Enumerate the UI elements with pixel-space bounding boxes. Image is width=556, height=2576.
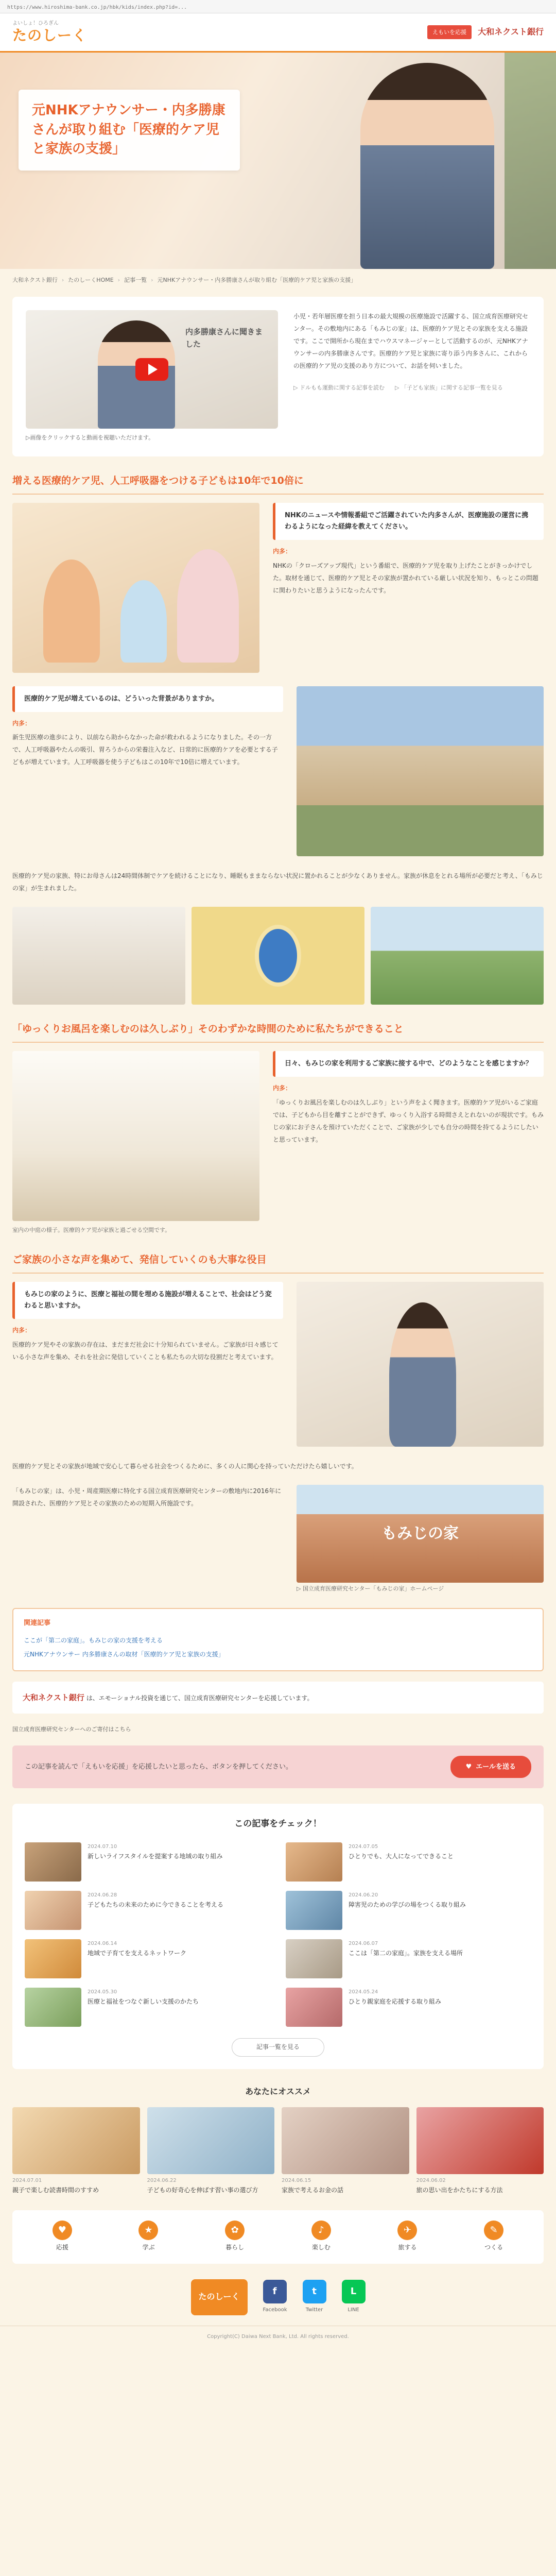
cheer-box <box>12 1745 544 1788</box>
twitter-icon: t <box>303 2280 326 2303</box>
answer-label: 内多： <box>12 719 31 727</box>
answer-text: NHKの「クローズアップ現代」という番組で、医療的ケア児を取り上げたことがきっかけでした。取材を通じて、医療的ケア児とその家族が置かれている厳しい状況を知り、もっとこの問題に関わりたいと思うようになったんです。 <box>273 562 538 594</box>
interview-photo <box>297 1282 544 1447</box>
article-thumbnail <box>286 1891 342 1930</box>
article-card[interactable] <box>286 1842 531 1882</box>
intro-section <box>12 297 544 456</box>
recommend-thumbnail <box>282 2107 409 2174</box>
logo-title: たのしーく <box>12 26 88 44</box>
interior-photo <box>12 907 185 1005</box>
header-right <box>427 25 544 40</box>
notice-bank-name: 大和ネクスト銀行 <box>23 1692 84 1702</box>
article-thumbnail <box>25 1891 81 1930</box>
copyright: Copyright(C) Daiwa Next Bank, Ltd. All rights reserved. <box>207 2333 349 2340</box>
category-link[interactable] <box>195 2221 274 2253</box>
share-label: Twitter <box>305 2307 323 2313</box>
article-card[interactable] <box>25 1891 270 1930</box>
article-info <box>349 1988 441 2027</box>
category-label: 学ぶ <box>142 2244 155 2251</box>
article-title: 地域で子育てを支えるネットワーク <box>88 1949 187 1957</box>
line-icon: L <box>342 2280 366 2303</box>
recommend-date: 2024.06.02 <box>416 2178 446 2184</box>
breadcrumb <box>0 269 556 292</box>
breadcrumb-separator: › <box>117 277 120 283</box>
site-header <box>0 13 556 53</box>
recommend-card[interactable] <box>12 2107 140 2195</box>
recommend-card[interactable] <box>282 2107 409 2195</box>
article-info <box>88 1988 199 2027</box>
cheer-button-label: エールを送る <box>476 1762 516 1771</box>
question-box: 医療的ケア児が増えているのは、どういった背景がありますか。 <box>12 686 283 712</box>
article-date: 2024.06.14 <box>88 1940 117 1946</box>
section3-qa <box>12 1282 283 1447</box>
photo-strip <box>12 907 544 1005</box>
section-heading: ご家族の小さな声を集めて、発信していくのも大事な役目 <box>12 1251 544 1274</box>
heart-icon: ♥ <box>53 2221 72 2240</box>
photo-caption: 室内の中庭の様子。医療的ケア児が家族と過ごせる空間です。 <box>12 1226 171 1233</box>
header-cta-button[interactable]: えもいを応援 <box>427 25 472 40</box>
section-heading: 「ゆっくりお風呂を楽しむのは久しぶり」そのわずかな時間のために私たちができること <box>12 1020 544 1043</box>
pencil-icon: ✎ <box>484 2221 503 2240</box>
article-date: 2024.05.30 <box>88 1989 117 1995</box>
category-label: 暮らし <box>225 2244 245 2251</box>
cheer-button[interactable] <box>450 1756 531 1778</box>
article-card[interactable] <box>25 1842 270 1882</box>
article-info <box>349 1842 454 1882</box>
breadcrumb-separator: › <box>61 277 64 283</box>
article-title: ひとりでも、大人になってできること <box>349 1852 454 1860</box>
article-info <box>349 1939 463 1978</box>
donation-info[interactable]: 国立成育医療研究センターへのご寄付はこちら <box>12 1725 131 1733</box>
article-card[interactable] <box>286 1988 531 2027</box>
recommend-title: あなたにオススメ <box>245 2086 311 2096</box>
article-info <box>88 1939 186 1978</box>
recommend-card[interactable] <box>416 2107 544 2195</box>
heart-icon: ♥ <box>465 1762 472 1771</box>
article-date: 2024.07.10 <box>88 1843 117 1850</box>
footer-logo[interactable]: たのしーく <box>191 2279 248 2315</box>
breadcrumb-separator: › <box>151 277 153 283</box>
children-photo <box>12 503 259 673</box>
category-link[interactable] <box>23 2221 102 2253</box>
recommend-thumbnail <box>416 2107 544 2174</box>
articles-grid <box>25 1842 531 2027</box>
related-articles <box>12 1608 544 1671</box>
share-line[interactable] <box>342 2280 366 2315</box>
profile-text: 「もみじの家」は、小児・周産期医療に特化する国立成育医療研究センターの敷地内に2016年に開設された、医療的ケア児とその家族のための短期入所施設です。 <box>12 1487 282 1507</box>
bank-logo[interactable]: 大和ネクスト銀行 <box>478 27 544 37</box>
category-label: つくる <box>484 2244 503 2251</box>
answer-label: 内多： <box>12 1327 31 1334</box>
music-icon: ♪ <box>311 2221 331 2240</box>
momiji-house-sign: もみじの家 <box>381 1524 459 1543</box>
recommend-date: 2024.06.22 <box>147 2178 177 2184</box>
related-link[interactable]: ここが「第二の家庭」。もみじの家の支援を考える <box>24 1636 163 1644</box>
breadcrumb-item[interactable]: 大和ネクスト銀行 <box>12 277 58 283</box>
share-label: Facebook <box>263 2307 287 2313</box>
article-thumbnail <box>25 1842 81 1882</box>
airplane-icon: ✈ <box>397 2221 417 2240</box>
category-label: 楽しむ <box>311 2244 331 2251</box>
answer-label: 内多： <box>273 547 292 555</box>
section2-qa <box>273 1051 544 1235</box>
photo-figure <box>177 549 239 663</box>
video-caption: ▷画像をクリックすると動画を視聴いただけます。 <box>26 434 154 441</box>
section-heading: 増える医療的ケア児、人工呼吸器をつける子どもは10年で10倍に <box>12 472 544 495</box>
article-info <box>349 1891 466 1930</box>
hero-plant-image <box>505 53 556 269</box>
article-thumbnail <box>25 1988 81 2027</box>
photo-figure <box>43 560 100 663</box>
recommend-title-text: 親子で楽しむ読書時間のすすめ <box>12 2187 99 2194</box>
section1-qa <box>273 503 544 673</box>
flower-icon: ✿ <box>225 2221 245 2240</box>
hero <box>0 53 556 269</box>
cheer-text: この記事を読んで「えもいを応援」を応援したいと思ったら、ボタンを押してください。 <box>25 1762 293 1771</box>
article-title: 医療と福祉をつなぐ新しい支援のかたち <box>88 1997 199 2005</box>
section3-row <box>12 1282 544 1447</box>
breadcrumb-item[interactable]: たのしーくHOME <box>68 277 114 283</box>
recommend-title-text: 家族で考えるお金の話 <box>282 2187 344 2194</box>
article-title: ひとり親家庭を応援する取り組み <box>349 1997 442 2005</box>
leaf-icon <box>255 925 301 987</box>
article-info <box>88 1842 223 1882</box>
address-bar[interactable]: https://www.hiroshima-bank.co.jp/hbk/kids/index.php?id=... <box>0 0 556 13</box>
recommend-date: 2024.07.01 <box>12 2178 42 2184</box>
intro-text <box>293 310 530 443</box>
article-thumbnail <box>286 1988 342 2027</box>
article-title: ここは「第二の家庭」。家族を支える場所 <box>349 1949 463 1957</box>
intro-links <box>293 382 530 394</box>
article-card[interactable] <box>25 1988 270 2027</box>
courtyard-photo <box>12 1051 259 1221</box>
share-label: LINE <box>348 2307 359 2313</box>
bank-notice <box>12 1682 544 1714</box>
article-date: 2024.06.28 <box>88 1892 117 1898</box>
article-date: 2024.06.07 <box>349 1940 378 1946</box>
article-info <box>88 1891 223 1930</box>
recommend-card[interactable] <box>147 2107 275 2195</box>
answer-text: 「ゆっくりお風呂を楽しむのは久しぶり」という声をよく聞きます。医療的ケア児がいるご家庭では、子どもから目を離すことができず、ゆっくり入浴する時間さえとれないのが現状です。もみじの家にお子さんを預けていただくことで、ご家族が少しでも自分の時間を持てるようにしたいと思っています。 <box>273 1098 544 1143</box>
article-title: 障害児のための学びの場をつくる取り組み <box>349 1901 466 1908</box>
related-list <box>24 1634 532 1662</box>
article-card[interactable] <box>25 1939 270 1978</box>
question-box: もみじの家のように、医療と福祉の間を埋める施設が増えることで、社会はどう変わると思いますか。 <box>12 1282 283 1319</box>
intro-paragraph: 小児・若年層医療を担う日本の最大規模の医療施設で活躍する、国立成育医療研究センター。その敷地内にある「もみじの家」は、医療的ケア児とその家族を支える施設です。ここで開所から現在までハウスマネージャーとして活動するのが、元NHKアナウンサーの内多勝康さんです。医療的ケア児と家族に寄り添う内多さんに、これからの医療的ケア児の支援のあり方について、お話を伺いました。 <box>293 312 529 369</box>
notice-text: は、エモーショナル投資を通じて、国立成育医療研究センターを応援しています。 <box>86 1694 314 1702</box>
category-link[interactable] <box>454 2221 533 2253</box>
share-row <box>12 2279 544 2315</box>
profile-photo-block <box>297 1485 544 1595</box>
articles-section <box>12 1804 544 2069</box>
recommend-section <box>12 2084 544 2195</box>
photo-figure <box>120 580 167 663</box>
breadcrumb-current: 元NHKアナウンサー・内多勝康さんが取り組む「医療的ケア児と家族の支援」 <box>157 277 357 283</box>
recommend-date: 2024.06.15 <box>282 2178 311 2184</box>
answer-text: 医療的ケア児やその家族の存在は、まだまだ社会に十分知られていません。ご家族が日々感じている小さな声を集め、それを社会に発信していくことも私たちの大切な役割だと考えています。 <box>12 1341 279 1361</box>
article-card[interactable] <box>286 1891 531 1930</box>
facebook-icon: f <box>263 2280 287 2303</box>
category-label: 旅する <box>398 2244 417 2251</box>
recommend-title-text: 旅の思い出をかたちにする方法 <box>416 2187 503 2194</box>
question-box: NHKのニュースや情報番組でご活躍されていた内多さんが、医療施設の運営に携わるようになった経緯を教えてください。 <box>273 503 544 540</box>
recommend-title-text: 子どもの好奇心を伸ばす習い事の選び方 <box>147 2187 258 2194</box>
video-thumbnail[interactable] <box>26 310 278 429</box>
answer-label: 内多： <box>273 1084 292 1092</box>
intro-link[interactable]: ▷ 「子ども家族」に関する記事一覧を見る <box>394 384 503 391</box>
question-box: 日々、もみじの家を利用するご家族に接する中で、どのようなことを感じますか？ <box>273 1051 544 1077</box>
share-twitter[interactable] <box>303 2280 326 2315</box>
article-title: 子どもたちの未来のために今できることを考える <box>88 1901 224 1908</box>
category-label: 応援 <box>56 2244 68 2251</box>
section1-qa-2 <box>12 686 283 856</box>
page-title: 元NHKアナウンサー・内多勝康さんが取り組む「医療的ケア児と家族の支援」 <box>32 103 225 157</box>
share-facebook[interactable] <box>263 2280 287 2315</box>
momiji-house-link[interactable]: ▷ 国立成育医療研究センター「もみじの家」ホームページ <box>297 1585 444 1592</box>
category-nav <box>12 2210 544 2264</box>
article-date: 2024.07.05 <box>349 1843 378 1850</box>
recommend-grid <box>12 2107 544 2195</box>
momiji-house-photo <box>297 1485 544 1583</box>
related-title: 関連記事 <box>24 1619 51 1628</box>
recommend-thumbnail <box>147 2107 275 2174</box>
building-photo <box>297 686 544 856</box>
profile-row <box>12 1485 544 1595</box>
category-link[interactable] <box>368 2221 447 2253</box>
articles-title: この記事をチェック！ <box>234 1819 322 1829</box>
section1-row-2 <box>12 686 544 856</box>
logo-subtitle: よいしょ！ひろぎん <box>12 20 59 26</box>
article-date: 2024.05.24 <box>349 1989 378 1995</box>
footer <box>0 2326 556 2346</box>
breadcrumb-item[interactable]: 記事一覧 <box>124 277 147 283</box>
section1-row-1 <box>12 503 544 673</box>
category-link[interactable] <box>109 2221 188 2253</box>
article-thumbnail <box>25 1939 81 1978</box>
article-date: 2024.06.20 <box>349 1892 378 1898</box>
section3-body: 医療的ケア児とその家族が地域で安心して暮らせる社会をつくるために、多くの人に関心を持っていただけたら嬉しいです。 <box>12 1462 358 1470</box>
garden-photo <box>371 907 544 1005</box>
hero-portrait <box>360 63 494 269</box>
photo-figure <box>389 1302 456 1447</box>
related-link[interactable]: 元NHKアナウンサー 内多勝康さんの取材「医療的ケア児と家族の支援」 <box>24 1651 224 1658</box>
courtyard-block <box>12 1051 259 1235</box>
site-logo[interactable] <box>12 21 87 44</box>
video-overlay-text: 内多勝康さんに聞きました <box>185 327 263 349</box>
star-icon: ★ <box>138 2221 158 2240</box>
article-card[interactable] <box>286 1939 531 1978</box>
logo-photo <box>192 907 364 1005</box>
article-thumbnail <box>286 1939 342 1978</box>
article-title: 新しいライフスタイルを提案する地域の取り組み <box>88 1852 223 1860</box>
section2-row <box>12 1051 544 1235</box>
recommend-thumbnail <box>12 2107 140 2174</box>
more-articles-button[interactable]: 記事一覧を見る <box>232 2038 324 2057</box>
section1-body: 医療的ケア児の家族、特にお母さんは24時間体制でケアを続けることになり、睡眠もままならない状況に置かれることが少なくありません。家族が休息をとれる場所が必要だと考え、「もみじの家」が生まれました。 <box>12 872 543 892</box>
play-icon[interactable] <box>135 358 168 381</box>
intro-link[interactable]: ▷ ドルもも運動に関する記事を読む <box>293 384 385 391</box>
article-thumbnail <box>286 1842 342 1882</box>
hero-title-card <box>19 90 240 171</box>
category-link[interactable] <box>282 2221 361 2253</box>
answer-text: 新生児医療の進歩により、以前なら助からなかった命が救われるようになりました。その一方で、人工呼吸器やたんの吸引、胃ろうからの栄養注入など、日常的に医療的ケアを必要とする子どもが増えています。人工呼吸器を使う子どもはこの10年で10倍に増えています。 <box>12 734 278 766</box>
